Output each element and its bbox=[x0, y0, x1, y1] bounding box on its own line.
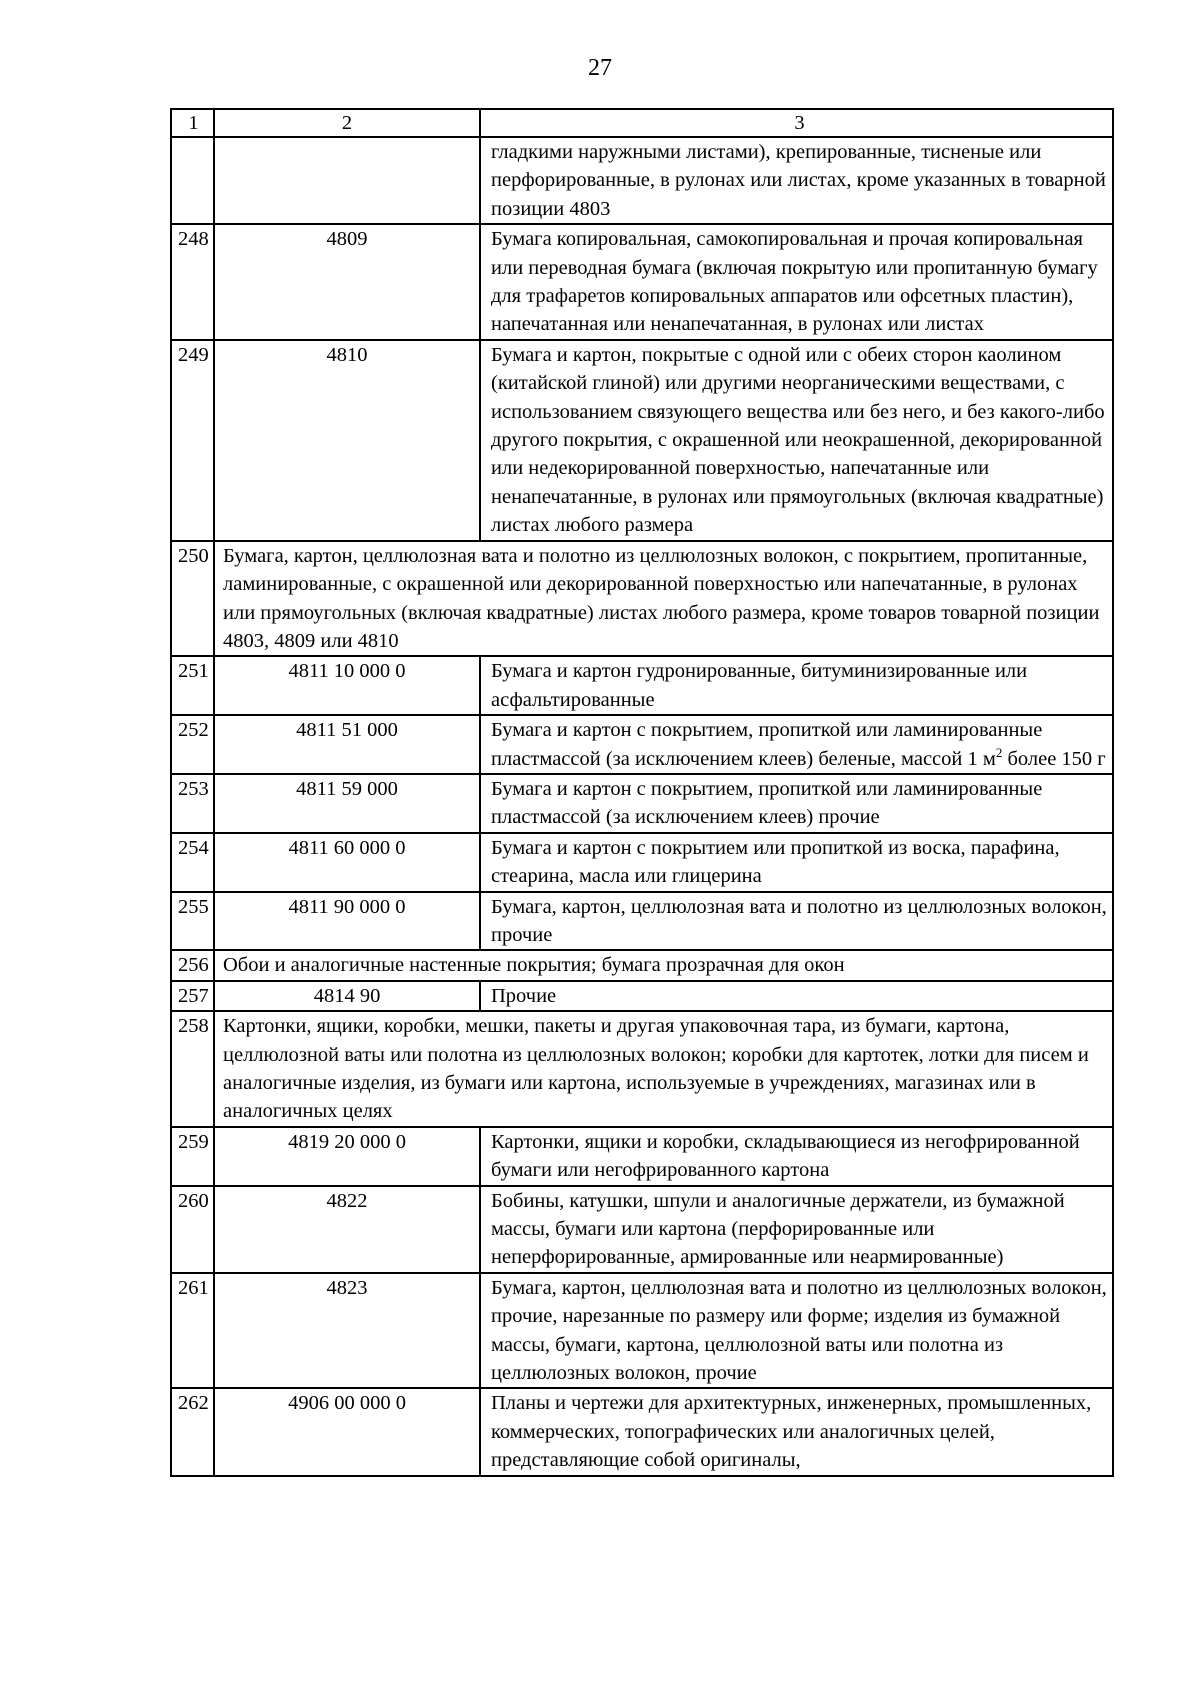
row-number: 255 bbox=[171, 892, 214, 951]
merged-description: Бумага, картон, целлюлозная вата и полотно из целлюлозных волокон, с покрытием, пропитанные, ламинированные, с окрашенной или декорированной поверхностью или напечатанные, в рулонах или прямоугольных (включая квадратные) листах любого размера, кроме товаров товарной позиции 4803, 4809 или 4810 bbox=[214, 541, 1113, 657]
page-number: 27 bbox=[588, 55, 612, 81]
row-number: 262 bbox=[171, 1388, 214, 1475]
row-number bbox=[171, 137, 214, 224]
product-description: Бумага и картон гудронированные, битуминизированные или асфальтированные bbox=[480, 656, 1113, 715]
product-description: Бумага и картон, покрытые с одной или с обеих сторон каолином (китайской глиной) или другими неорганическими веществами, с использованием связующего вещества или без него, и без какого-либо другого покрытия, с окрашенной или неокрашенной, декорированной или недекорированной поверхностью, напечатанные или ненапечатанные, в рулонах или прямоугольных (включая квадратные) листах любого размера bbox=[480, 340, 1113, 541]
tnved-code: 4811 59 000 bbox=[214, 774, 480, 833]
tnved-code: 4906 00 000 0 bbox=[214, 1388, 480, 1475]
table-row bbox=[171, 1186, 1113, 1273]
row-number: 253 bbox=[171, 774, 214, 833]
product-description: Бобины, катушки, шпули и аналогичные держатели, из бумажной массы, бумаги или картона (перфорированные или неперфорированные, армированные или неармированные) bbox=[480, 1186, 1113, 1273]
column-header: 3 bbox=[480, 109, 1113, 137]
table-row bbox=[171, 224, 1113, 340]
table-row bbox=[171, 340, 1113, 541]
tnved-code: 4811 60 000 0 bbox=[214, 833, 480, 892]
tnved-code: 4814 90 bbox=[214, 981, 480, 1011]
row-number: 260 bbox=[171, 1186, 214, 1273]
tnved-code: 4809 bbox=[214, 224, 480, 340]
row-number: 257 bbox=[171, 981, 214, 1011]
tnved-code: 4811 90 000 0 bbox=[214, 892, 480, 951]
product-description: Бумага и картон с покрытием, пропиткой или ламинированные пластмассой (за исключением клеев) прочие bbox=[480, 774, 1113, 833]
product-description bbox=[480, 715, 1113, 774]
merged-description: Обои и аналогичные настенные покрытия; бумага прозрачная для окон bbox=[214, 950, 1113, 980]
description-text: более 150 г bbox=[1002, 747, 1106, 770]
row-number: 259 bbox=[171, 1127, 214, 1186]
product-description: Бумага, картон, целлюлозная вата и полотно из целлюлозных волокон, прочие bbox=[480, 892, 1113, 951]
product-description: Бумага, картон, целлюлозная вата и полотно из целлюлозных волокон, прочие, нарезанные по размеру или форме; изделия из бумажной массы, бумаги, картона, целлюлозной ваты или полотна из целлюлозных волокон, прочие bbox=[480, 1273, 1113, 1389]
product-description: Картонки, ящики и коробки, складывающиеся из негофрированной бумаги или негофрированного картона bbox=[480, 1127, 1113, 1186]
tariff-table bbox=[170, 108, 1114, 1477]
table-row bbox=[171, 1127, 1113, 1186]
row-number: 254 bbox=[171, 833, 214, 892]
row-number: 251 bbox=[171, 656, 214, 715]
tnved-code: 4810 bbox=[214, 340, 480, 541]
product-description: Планы и чертежи для архитектурных, инженерных, промышленных, коммерческих, топографических или аналогичных целей, представляющие собой оригиналы, bbox=[480, 1388, 1113, 1475]
product-description: Прочие bbox=[480, 981, 1113, 1011]
column-header: 2 bbox=[214, 109, 480, 137]
tnved-code: 4811 10 000 0 bbox=[214, 656, 480, 715]
table-row bbox=[171, 774, 1113, 833]
column-header: 1 bbox=[171, 109, 214, 137]
row-number: 248 bbox=[171, 224, 214, 340]
table-header-row bbox=[171, 109, 1113, 137]
tnved-code: 4822 bbox=[214, 1186, 480, 1273]
table-row bbox=[171, 715, 1113, 774]
table-row bbox=[171, 656, 1113, 715]
table-row bbox=[171, 981, 1113, 1011]
table-row bbox=[171, 950, 1113, 980]
tnved-code: 4819 20 000 0 bbox=[214, 1127, 480, 1186]
row-number: 258 bbox=[171, 1011, 214, 1127]
row-number: 256 bbox=[171, 950, 214, 980]
row-number: 252 bbox=[171, 715, 214, 774]
row-number: 261 bbox=[171, 1273, 214, 1389]
description-text: Бумага и картон с покрытием, пропиткой или ламинированные пластмассой (за исключением клеев) беленые, массой 1 м bbox=[491, 719, 1043, 770]
table-row bbox=[171, 892, 1113, 951]
product-description: Бумага копировальная, самокопировальная и прочая копировальная или переводная бумага (включая покрытую или пропитанную бумагу для трафаретов копировальных аппаратов или офсетных пластин), напечатанная или ненапечатанная, в рулонах или листах bbox=[480, 224, 1113, 340]
table-row bbox=[171, 1388, 1113, 1475]
tnved-code: 4823 bbox=[214, 1273, 480, 1389]
table-row bbox=[171, 1011, 1113, 1127]
superscript: 2 bbox=[995, 744, 1003, 760]
merged-description: Картонки, ящики, коробки, мешки, пакеты и другая упаковочная тара, из бумаги, картона, целлюлозной ваты или полотна из целлюлозных волокон; коробки для картотек, лотки для писем и аналогичные изделия, из бумаги или картона, используемые в учреждениях, магазинах или в аналогичных целях bbox=[214, 1011, 1113, 1127]
row-number: 249 bbox=[171, 340, 214, 541]
tnved-code: 4811 51 000 bbox=[214, 715, 480, 774]
table-row bbox=[171, 833, 1113, 892]
table-row bbox=[171, 1273, 1113, 1389]
row-number: 250 bbox=[171, 541, 214, 657]
tnved-code bbox=[214, 137, 480, 224]
table-row bbox=[171, 541, 1113, 657]
product-description: Бумага и картон с покрытием или пропиткой из воска, парафина, стеарина, масла или глицерина bbox=[480, 833, 1113, 892]
table-row bbox=[171, 137, 1113, 224]
product-description: гладкими наружными листами), крепированные, тисненые или перфорированные, в рулонах или листах, кроме указанных в товарной позиции 4803 bbox=[480, 137, 1113, 224]
